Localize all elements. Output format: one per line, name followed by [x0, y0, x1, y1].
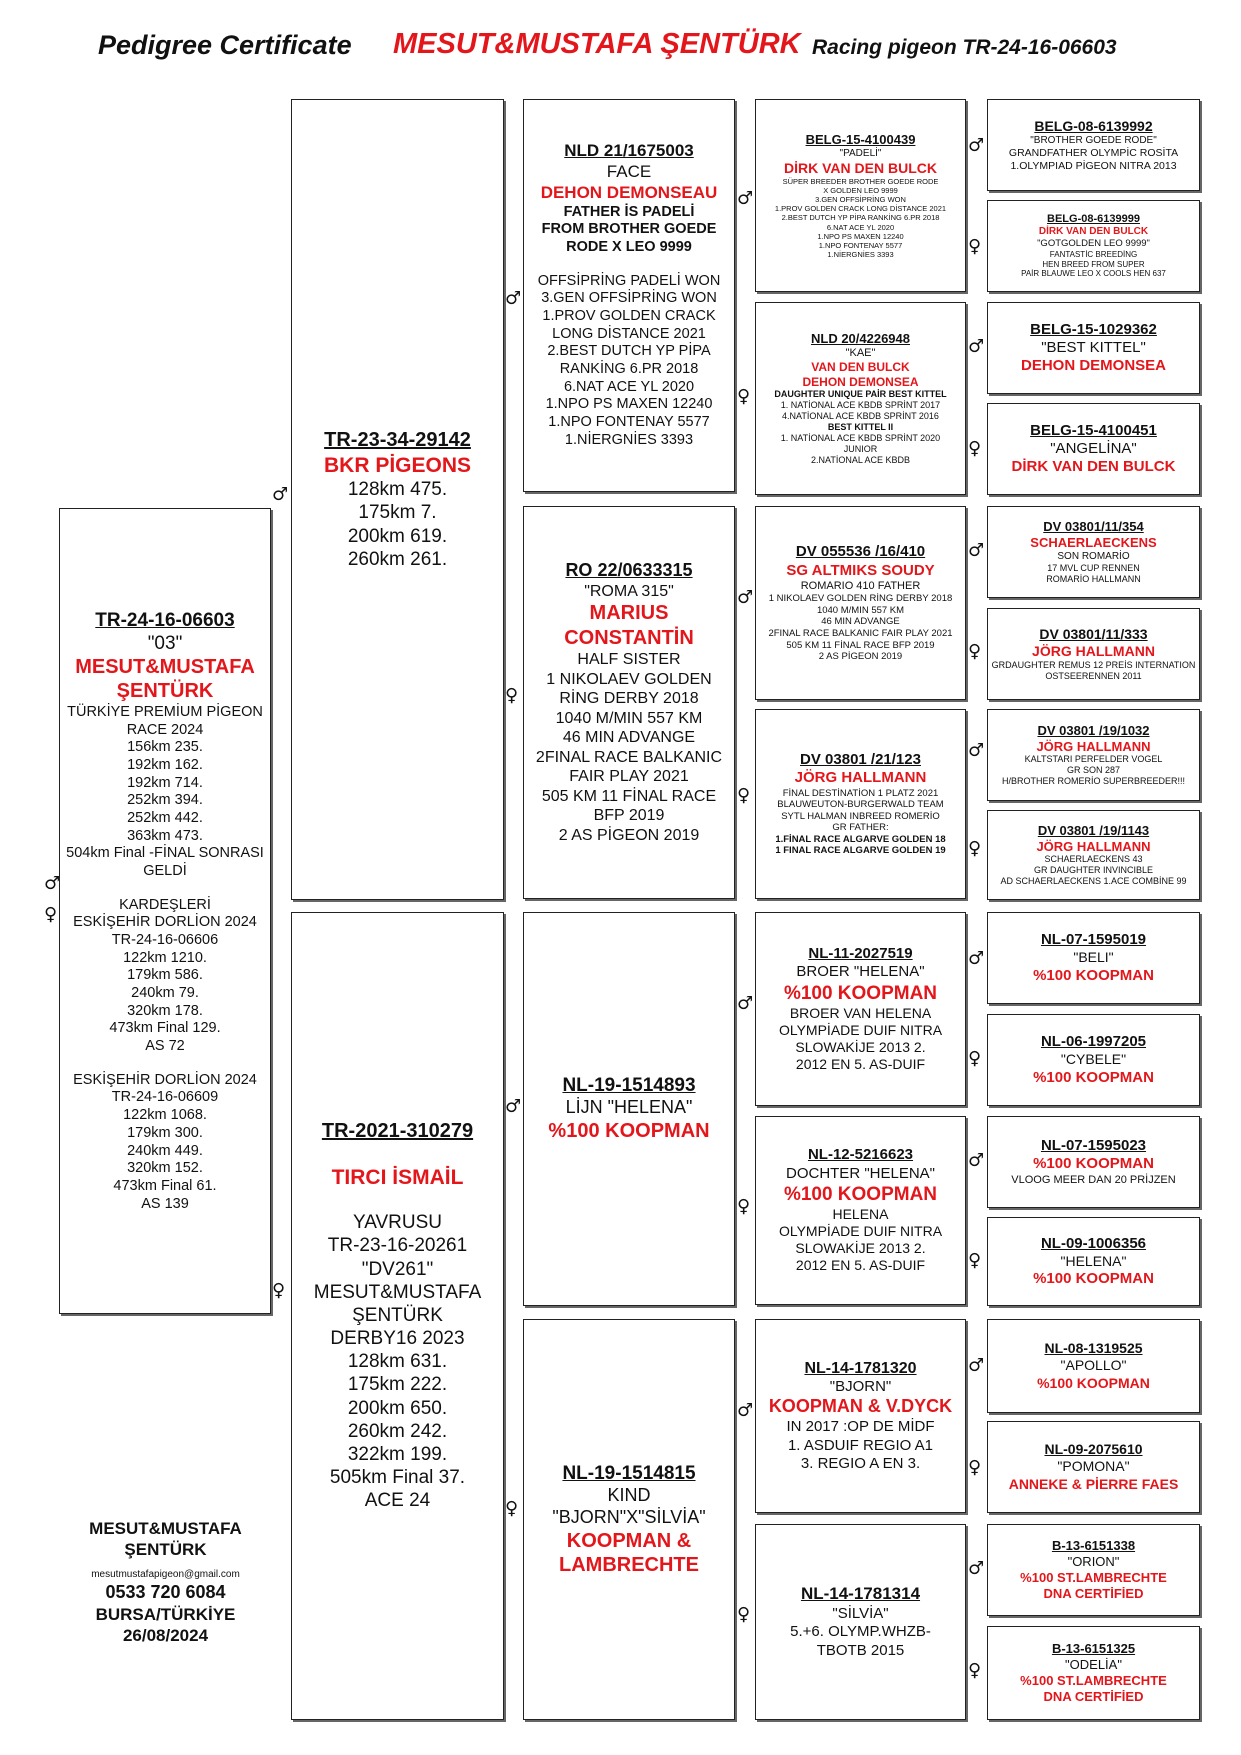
- male-symbol-icon: ♂: [44, 873, 61, 894]
- pedigree-line: 1 NIKOLAEV GOLDEN RİNG DERBY 2018: [768, 593, 953, 605]
- pedigree-line: "ROMA 315": [584, 582, 674, 600]
- female-symbol-icon: ♀: [968, 838, 982, 859]
- pedigree-line: 505 KM 11 FİNAL RACE BFP 2019: [786, 639, 935, 651]
- pedigree-line: 17 MVL CUP RENNEN: [1047, 562, 1140, 573]
- pedigree-line: "GOTGOLDEN LEO 9999": [1037, 238, 1150, 250]
- pedigree-line: 4.NATİONAL ACE KBDB SPRİNT 2016: [782, 411, 939, 422]
- pedigree-line: SCHAERLAECKENS: [1030, 534, 1157, 550]
- pedigree-line: TBOTB 2015: [816, 1641, 905, 1659]
- pedigree-line: 1040 M/MIN 557 KM: [555, 709, 703, 727]
- pedigree-line: 1040 M/MIN 557 KM: [816, 604, 905, 616]
- pedigree-line: RİNG DERBY 2018: [559, 690, 699, 708]
- pedigree-line: "BJORN"X"SİLVİA": [552, 1506, 706, 1527]
- pedigree-line: TR-24-16-06609: [111, 1089, 219, 1106]
- pedigree-line: VAN DEN BULCK: [811, 360, 910, 375]
- ring-number: NL-14-1781320: [804, 1359, 917, 1377]
- ring-number: NL-09-2075610: [1044, 1441, 1143, 1458]
- pedigree-line: TÜRKİYE PREMİUM PİGEON: [67, 703, 263, 720]
- pedigree-line: BLAUWEUTON-BURGERWALD TEAM: [777, 799, 944, 811]
- female-symbol-icon: ♀: [968, 438, 982, 459]
- pedigree-line: 2012 EN 5. AS-DUIF: [795, 1257, 926, 1274]
- pedigree-line: 260km 242.: [347, 1420, 448, 1442]
- male-symbol-icon: ♂: [968, 1558, 985, 1579]
- pedigree-line: 128km 631.: [347, 1351, 448, 1373]
- pedigree-line: 192km 162.: [127, 756, 203, 773]
- pigeon-box-g8: [987, 810, 1200, 900]
- pedigree-line: DEHON DEMONSEA: [1020, 357, 1166, 375]
- ring-number: NL-14-1781314: [800, 1584, 921, 1604]
- male-symbol-icon: ♂: [737, 993, 754, 1014]
- ring-number: NL-09-1006356: [1040, 1234, 1147, 1252]
- pedigree-line: DAUGHTER UNIQUE PAİR BEST KITTEL: [774, 389, 947, 400]
- pedigree-line: 473km Final 61.: [113, 1177, 217, 1194]
- pigeon-box-g1: [987, 99, 1200, 191]
- pedigree-line: BROER "HELENA": [796, 963, 925, 981]
- pedigree-line: DNA CERTİFİED: [1043, 1688, 1144, 1704]
- pedigree-line: 1. ASDUIF REGIO A1: [787, 1436, 934, 1454]
- female-symbol-icon: ♀: [737, 785, 751, 806]
- pedigree-line: DEHON DEMONSEAU: [540, 182, 718, 202]
- pigeon-box-dss: [755, 912, 966, 1106]
- pedigree-line: 1.NİERGNİES 3393: [827, 250, 894, 260]
- pedigree-line: 1.PROV GOLDEN CRACK: [542, 308, 716, 325]
- pedigree-line: "ANGELİNA": [1050, 439, 1137, 457]
- pedigree-line: HEN BREED FROM SUPER: [1042, 259, 1145, 269]
- pedigree-line: 175km 7.: [358, 502, 437, 524]
- pigeon-box-dsd: [755, 1116, 966, 1305]
- ring-number: TR-23-34-29142: [324, 429, 471, 452]
- pedigree-line: 1 FINAL RACE ALGARVE GOLDEN 19: [775, 845, 946, 857]
- pedigree-line: SLOWAKİJE 2013 2.: [795, 1240, 926, 1257]
- pedigree-line: 3.GEN OFFSİPRİNG WON: [541, 290, 717, 307]
- pedigree-line: "SİLVİA": [832, 1604, 889, 1622]
- pigeon-box-g15: [987, 1524, 1200, 1616]
- pedigree-line: JÖRG HALLMANN: [1036, 838, 1151, 854]
- male-symbol-icon: ♂: [968, 1150, 985, 1171]
- ring-number: DV 055536 /16/410: [795, 543, 926, 561]
- pedigree-line: 2FINAL RACE BALKANIC: [535, 748, 723, 766]
- pedigree-line: ESKİŞEHİR DORLİON 2024: [73, 914, 257, 931]
- footer-name-line2: ŞENTÜRK: [124, 1540, 207, 1560]
- pedigree-line: 320km 152.: [127, 1160, 203, 1177]
- pedigree-line: JÖRG HALLMANN: [794, 769, 927, 787]
- ring-number: BELG-15-4100439: [805, 131, 916, 147]
- pedigree-line: 252km 442.: [127, 809, 203, 826]
- pedigree-line: MESUT&MUSTAFA: [75, 656, 255, 679]
- pedigree-line: 1.NİERGNİES 3393: [564, 431, 694, 448]
- pedigree-line: GR SON 287: [1066, 765, 1121, 776]
- ring-number: NL-12-5216623: [807, 1146, 914, 1164]
- male-symbol-icon: ♂: [968, 135, 985, 156]
- pigeon-box-g12: [987, 1217, 1200, 1306]
- male-symbol-icon: ♂: [505, 1096, 522, 1117]
- pedigree-line: 179km 586.: [127, 967, 203, 984]
- pigeon-box-ssd: [755, 302, 966, 495]
- pedigree-line: DEHON DEMONSEA: [802, 374, 919, 389]
- pedigree-line: OLYMPİADE DUIF NITRA: [778, 1223, 943, 1240]
- pedigree-line: GELDİ: [143, 863, 187, 880]
- pedigree-line: 1. NATİONAL ACE KBDB SPRİNT 2020: [780, 433, 941, 444]
- pedigree-line: OSTSEERENNEN 2011: [1045, 671, 1142, 682]
- pigeon-box-g2: [987, 200, 1200, 292]
- ring-number: BELG-08-6139999: [1047, 212, 1140, 225]
- pedigree-line: 2.NATİONAL ACE KBDB: [810, 455, 911, 466]
- pigeon-box-dd: [523, 1319, 735, 1720]
- pedigree-line: GR DAUGHTER INVINCIBLE: [1033, 865, 1154, 876]
- pedigree-line: RODE X LEO 9999: [566, 239, 692, 256]
- female-symbol-icon: ♀: [505, 1498, 519, 1519]
- pedigree-line: HALF SISTER: [577, 651, 681, 669]
- pedigree-line: YAVRUSU: [352, 1212, 443, 1234]
- pedigree-line: "BROTHER GOEDE RODE": [1030, 134, 1157, 146]
- pigeon-box-sd: [523, 506, 735, 899]
- pedigree-line: SÜPER BREEDER BROTHER GOEDE RODE: [782, 176, 939, 186]
- pedigree-line: JÖRG HALLMANN: [1036, 738, 1151, 754]
- pigeon-box-g13: [987, 1319, 1200, 1413]
- pedigree-line: ROMARIO 410 FATHER: [800, 579, 921, 592]
- pedigree-line: GR FATHER:: [832, 822, 889, 834]
- pedigree-line: "03": [147, 632, 183, 654]
- female-symbol-icon: ♀: [968, 1250, 982, 1271]
- ring-number: NL-19-1514815: [562, 1462, 696, 1484]
- pedigree-line: BEST KITTEL II: [827, 422, 894, 433]
- pedigree-line: "CYBELE": [1060, 1051, 1127, 1068]
- pedigree-line: KOOPMAN & V.DYCK: [768, 1396, 953, 1417]
- pedigree-line: DİRK VAN DEN BULCK: [1038, 226, 1149, 238]
- pigeon-box-g16: [987, 1626, 1200, 1720]
- pedigree-line: 505 KM 11 FİNAL RACE: [541, 787, 717, 805]
- pedigree-line: LONG DİSTANCE 2021: [552, 325, 706, 342]
- pigeon-box-ds: [523, 912, 735, 1306]
- pigeon-box-sdd: [755, 709, 966, 899]
- pedigree-line: %100 KOOPMAN: [1033, 966, 1154, 984]
- pedigree-line: TR-24-16-06606: [111, 932, 219, 949]
- pedigree-line: %100 KOOPMAN: [1033, 1270, 1154, 1288]
- ring-number: BELG-15-4100451: [1030, 421, 1157, 439]
- pedigree-line: 2FINAL RACE BALKANIC FAIR PLAY 2021: [768, 628, 953, 639]
- pigeon-box-g6: [987, 608, 1200, 700]
- pedigree-line: 1.FİNAL RACE ALGARVE GOLDEN 18: [775, 833, 946, 845]
- pedigree-line: 260km 261.: [347, 548, 448, 570]
- pedigree-line: [292, 1144, 503, 1165]
- owner-footer: [58, 1518, 273, 1646]
- pedigree-line: %100 KOOPMAN: [1033, 1068, 1154, 1086]
- pedigree-line: SLOWAKİJE 2013 2.: [795, 1038, 926, 1055]
- pigeon-box-dam: [291, 912, 504, 1720]
- pedigree-line: %100 KOOPMAN: [783, 982, 938, 1004]
- pedigree-line: GRDAUGHTER REMUS 12 PREİS INTERNATION: [991, 660, 1196, 671]
- pedigree-line: FANTASTİC BREEDİNG: [1049, 249, 1138, 259]
- pedigree-line: "DV261": [361, 1258, 434, 1280]
- pedigree-line: 3.GEN OFFSİPRİNG WON: [815, 195, 906, 205]
- pedigree-line: "BEST KITTEL": [1041, 338, 1146, 356]
- pedigree-line: "BJORN": [829, 1378, 892, 1396]
- pedigree-line: 322km 199.: [347, 1443, 448, 1465]
- pedigree-line: X GOLDEN LEO 9999: [823, 186, 898, 196]
- pedigree-line: SG ALTMIKS SOUDY: [786, 561, 935, 579]
- pedigree-line: ŞENTÜRK: [352, 1304, 443, 1326]
- male-symbol-icon: ♂: [505, 288, 522, 309]
- pedigree-line: JÖRG HALLMANN: [1032, 643, 1155, 660]
- pedigree-line: 320km 178.: [127, 1002, 203, 1019]
- pedigree-line: %100 KOOPMAN: [548, 1120, 710, 1143]
- ring-number: DV 03801/11/354: [1043, 519, 1144, 535]
- pedigree-line: PAİR BLAUWE LEO X COOLS HEN 637: [1021, 269, 1166, 279]
- ring-number: B-13-6151338: [1051, 1538, 1136, 1554]
- pedigree-line: ACE 24: [364, 1490, 431, 1512]
- pedigree-line: 240km 79.: [131, 985, 199, 1002]
- pedigree-line: "KAE": [845, 346, 876, 359]
- pedigree-line: 473km Final 129.: [109, 1020, 221, 1037]
- pedigree-line: [60, 1056, 270, 1072]
- ring-number: TR-24-16-06603: [95, 609, 235, 631]
- pedigree-line: SCHAERLAECKENS 43: [1044, 854, 1143, 865]
- pedigree-line: SYTL HALMAN INBREED ROMERİO: [781, 810, 940, 822]
- pedigree-line: 6.NAT ACE YL 2020: [826, 222, 895, 232]
- pedigree-line: DİRK VAN DEN BULCK: [1011, 458, 1176, 476]
- pedigree-line: AS 72: [145, 1038, 185, 1055]
- pedigree-line: 2.BEST DUTCH YP PİPA: [547, 343, 711, 360]
- pedigree-line: VLOOG MEER DAN 20 PRİJZEN: [1011, 1173, 1176, 1186]
- pedigree-line: "PADELİ": [839, 147, 882, 159]
- pedigree-line: SON ROMARİO: [1057, 550, 1130, 562]
- ring-number: DV 03801 /21/123: [800, 750, 921, 768]
- pedigree-line: 5.+6. OLYMP.WHZB-: [790, 1623, 931, 1641]
- ring-number: B-13-6151325: [1051, 1641, 1136, 1657]
- pigeon-box-dds: [755, 1319, 966, 1513]
- pedigree-line: TR-23-16-20261: [327, 1235, 468, 1257]
- male-symbol-icon: ♂: [968, 740, 985, 761]
- ring-number: RO 22/0633315: [565, 559, 693, 580]
- pedigree-line: 2.BEST DUTCH YP PİPA RANKİNG 6.PR 2018: [781, 213, 940, 223]
- ring-number: NLD 21/1675003: [564, 141, 694, 161]
- pigeon-box-sss: [755, 99, 966, 292]
- male-symbol-icon: ♂: [968, 336, 985, 357]
- footer-name-line1: MESUT&MUSTAFA: [89, 1519, 242, 1538]
- pedigree-line: %100 ST.LAMBRECHTE: [1020, 1673, 1167, 1688]
- footer-city: BURSA/TÜRKİYE: [95, 1604, 236, 1624]
- pedigree-line: 156km 235.: [127, 739, 203, 756]
- pedigree-line: ŞENTÜRK: [116, 680, 214, 703]
- pedigree-line: FACE: [606, 162, 652, 182]
- pigeon-box-subject: [59, 508, 271, 1314]
- ring-number: NL-07-1595019: [1040, 931, 1147, 949]
- pedigree-line: %100 KOOPMAN: [1033, 1155, 1154, 1173]
- pedigree-line: 1.PROV GOLDEN CRACK LONG DİSTANCE 2021: [774, 204, 947, 214]
- pedigree-line: LAMBRECHTE: [559, 1554, 699, 1577]
- pedigree-line: JUNIOR: [843, 444, 878, 455]
- pigeon-box-g10: [987, 1014, 1200, 1106]
- ring-number: DV 03801/11/333: [1039, 625, 1148, 642]
- pedigree-line: HELENA: [832, 1206, 889, 1223]
- pedigree-line: AD SCHAERLAECKENS 1.ACE COMBİNE 99: [1000, 876, 1187, 887]
- pedigree-line: "ORION": [1067, 1554, 1120, 1570]
- pedigree-line: 179km 300.: [127, 1124, 203, 1141]
- certificate-header: [0, 30, 1241, 70]
- pedigree-line: TIRCI İSMAİL: [331, 1165, 464, 1189]
- pedigree-line: %100 ST.LAMBRECHTE: [1020, 1570, 1167, 1585]
- pedigree-line: 46 MIN ADVANGE: [562, 729, 696, 747]
- ring-number: BELG-15-1029362: [1030, 320, 1157, 338]
- pedigree-line: IN 2017 :OP DE MİDF: [786, 1418, 935, 1436]
- pedigree-line: 252km 394.: [127, 792, 203, 809]
- pigeon-box-g7: [987, 709, 1200, 801]
- pedigree-line: ROMARİO HALLMANN: [1046, 573, 1141, 584]
- pedigree-line: 1. NATİONAL ACE KBDB SPRİNT 2017: [780, 400, 941, 411]
- pedigree-line: FATHER İS PADELİ: [563, 203, 695, 220]
- male-symbol-icon: ♂: [737, 1400, 754, 1421]
- ring-number: TR-2021-310279: [321, 1120, 474, 1143]
- pedigree-line: ANNEKE & PİERRE FAES: [1008, 1475, 1179, 1492]
- pedigree-line: 504km Final -FİNAL SONRASI: [66, 845, 264, 862]
- pedigree-line: 200km 650.: [347, 1397, 448, 1419]
- pedigree-line: KIND: [607, 1484, 651, 1505]
- ring-number-title: Racing pigeon TR-24-16-06603: [812, 36, 1117, 59]
- ring-number: NL-07-1595023: [1040, 1137, 1147, 1154]
- female-symbol-icon: ♀: [968, 236, 982, 257]
- female-symbol-icon: ♀: [272, 1280, 286, 1301]
- pedigree-line: DNA CERTİFİED: [1043, 1585, 1144, 1601]
- pedigree-line: MESUT&MUSTAFA: [313, 1281, 482, 1303]
- male-symbol-icon: ♂: [272, 484, 289, 505]
- male-symbol-icon: ♂: [968, 540, 985, 561]
- pedigree-line: ESKİŞEHİR DORLİON 2024: [73, 1071, 257, 1088]
- pedigree-line: RACE 2024: [126, 721, 204, 738]
- ring-number: NL-06-1997205: [1040, 1033, 1147, 1051]
- pedigree-line: 505km Final 37.: [329, 1467, 466, 1489]
- pedigree-line: "ODELİA": [1065, 1657, 1122, 1673]
- pigeon-box-g3: [987, 302, 1200, 394]
- pigeon-box-g5: [987, 506, 1200, 598]
- pigeon-box-sds: [755, 506, 966, 700]
- pedigree-line: FİNAL DESTİNATİON 1 PLATZ 2021: [782, 787, 939, 799]
- female-symbol-icon: ♀: [968, 1660, 982, 1681]
- ring-number: NL-11-2027519: [808, 944, 913, 962]
- ring-number: NL-08-1319525: [1044, 1340, 1143, 1357]
- pedigree-line: 1.NPO FONTENAY 5577: [818, 240, 903, 250]
- pedigree-line: LİJN "HELENA": [565, 1097, 693, 1118]
- female-symbol-icon: ♀: [505, 685, 519, 706]
- pedigree-line: "POMONA": [1057, 1458, 1130, 1475]
- female-symbol-icon: ♀: [968, 641, 982, 662]
- pedigree-line: RANKİNG 6.PR 2018: [559, 361, 699, 378]
- pedigree-line: 128km 475.: [347, 479, 448, 501]
- pedigree-line: 240km 449.: [127, 1142, 203, 1159]
- ring-number: NLD 20/4226948: [810, 330, 910, 346]
- certificate-title: Pedigree Certificate: [98, 30, 352, 60]
- pedigree-line: [60, 881, 270, 897]
- pigeon-box-g14: [987, 1421, 1200, 1513]
- female-symbol-icon: ♀: [737, 1604, 751, 1625]
- pedigree-line: 122km 1210.: [123, 949, 207, 966]
- pigeon-box-g11: [987, 1116, 1200, 1208]
- pedigree-line: %100 KOOPMAN: [1037, 1374, 1150, 1391]
- pedigree-line: CONSTANTİN: [564, 626, 694, 649]
- pigeon-box-g9: [987, 912, 1200, 1004]
- pedigree-line: 363km 473.: [127, 827, 203, 844]
- pigeon-box-ddd: [755, 1524, 966, 1720]
- pedigree-line: 192km 714.: [127, 774, 203, 791]
- pigeon-box-g4: [987, 403, 1200, 495]
- pedigree-line: 6.NAT ACE YL 2020: [563, 378, 695, 395]
- footer-email: mesutmustafapigeon@gmail.com: [91, 1568, 240, 1580]
- pedigree-line: AS 139: [141, 1195, 189, 1212]
- pedigree-line: KALTSTARI PERFELDER VOGEL: [1024, 754, 1163, 765]
- pedigree-line: BKR PİGEONS: [323, 453, 472, 477]
- pedigree-line: 200km 619.: [347, 525, 448, 547]
- pedigree-line: 1.NPO FONTENAY 5577: [548, 414, 710, 431]
- pedigree-line: 1 NIKOLAEV GOLDEN: [546, 670, 712, 688]
- male-symbol-icon: ♂: [968, 948, 985, 969]
- pedigree-line: OFFSİPRİNG PADELİ WON: [537, 272, 721, 289]
- owner-title: MESUT&MUSTAFA ŞENTÜRK: [393, 28, 801, 60]
- pedigree-line: "HELENA": [1060, 1252, 1127, 1269]
- pedigree-line: 175km 222.: [347, 1374, 448, 1396]
- footer-date: 26/08/2024: [122, 1625, 209, 1645]
- pedigree-line: GRANDFATHER OLYMPİC ROSİTA: [1008, 146, 1179, 159]
- pigeon-box-ss: [523, 99, 735, 492]
- pedigree-line: [524, 257, 734, 273]
- pedigree-line: H/BROTHER ROMERİO SUPERBREEDER!!!: [1001, 776, 1186, 787]
- female-symbol-icon: ♀: [968, 1457, 982, 1478]
- ring-number: DV 03801 /19/1032: [1037, 722, 1150, 738]
- ring-number: DV 03801 /19/1143: [1037, 822, 1150, 838]
- pedigree-line: "BELI": [1073, 949, 1114, 966]
- male-symbol-icon: ♂: [737, 587, 754, 608]
- male-symbol-icon: ♂: [737, 188, 754, 209]
- pedigree-line: 2012 EN 5. AS-DUIF: [795, 1055, 926, 1072]
- female-symbol-icon: ♀: [968, 1048, 982, 1069]
- ring-number: NL-19-1514893: [562, 1075, 696, 1097]
- pedigree-line: BROER VAN HELENA: [789, 1004, 932, 1021]
- ring-number: BELG-08-6139992: [1034, 117, 1153, 134]
- pedigree-line: 1.NPO PS MAXEN 12240: [545, 396, 713, 413]
- female-symbol-icon: ♀: [44, 904, 58, 925]
- pedigree-line: DOCHTER "HELENA": [785, 1164, 935, 1182]
- pedigree-line: KOOPMAN &: [566, 1529, 692, 1552]
- pedigree-line: KARDEŞLERİ: [119, 896, 211, 913]
- pedigree-line: 2 AS PİGEON 2019: [558, 826, 700, 844]
- female-symbol-icon: ♀: [737, 1196, 751, 1217]
- pedigree-line: "APOLLO": [1060, 1357, 1127, 1374]
- pedigree-line: FROM BROTHER GOEDE: [541, 221, 717, 238]
- pedigree-line: OLYMPİADE DUIF NITRA: [778, 1021, 943, 1038]
- male-symbol-icon: ♂: [968, 1355, 985, 1376]
- pedigree-line: BFP 2019: [593, 807, 665, 825]
- pedigree-line: 122km 1068.: [123, 1107, 207, 1124]
- pedigree-line: 2 AS PİGEON 2019: [818, 651, 903, 663]
- pedigree-line: FAIR PLAY 2021: [569, 768, 689, 786]
- pedigree-line: [292, 1190, 503, 1211]
- pedigree-line: %100 KOOPMAN: [783, 1184, 938, 1206]
- pedigree-line: DERBY16 2023: [330, 1328, 465, 1350]
- pedigree-line: 1.OLYMPIAD PİGEON NITRA 2013: [1010, 159, 1177, 172]
- footer-phone: 0533 720 6084: [105, 1582, 226, 1602]
- female-symbol-icon: ♀: [737, 386, 751, 407]
- pedigree-line: 46 MIN ADVANGE: [821, 616, 900, 628]
- pigeon-box-sire: [291, 99, 504, 900]
- pedigree-line: MARIUS: [589, 602, 669, 625]
- pedigree-line: 1.NPO PS MAXEN 12240: [817, 231, 904, 241]
- pedigree-line: 3. REGIO A EN 3.: [800, 1455, 921, 1473]
- pedigree-line: DİRK VAN DEN BULCK: [784, 159, 937, 176]
